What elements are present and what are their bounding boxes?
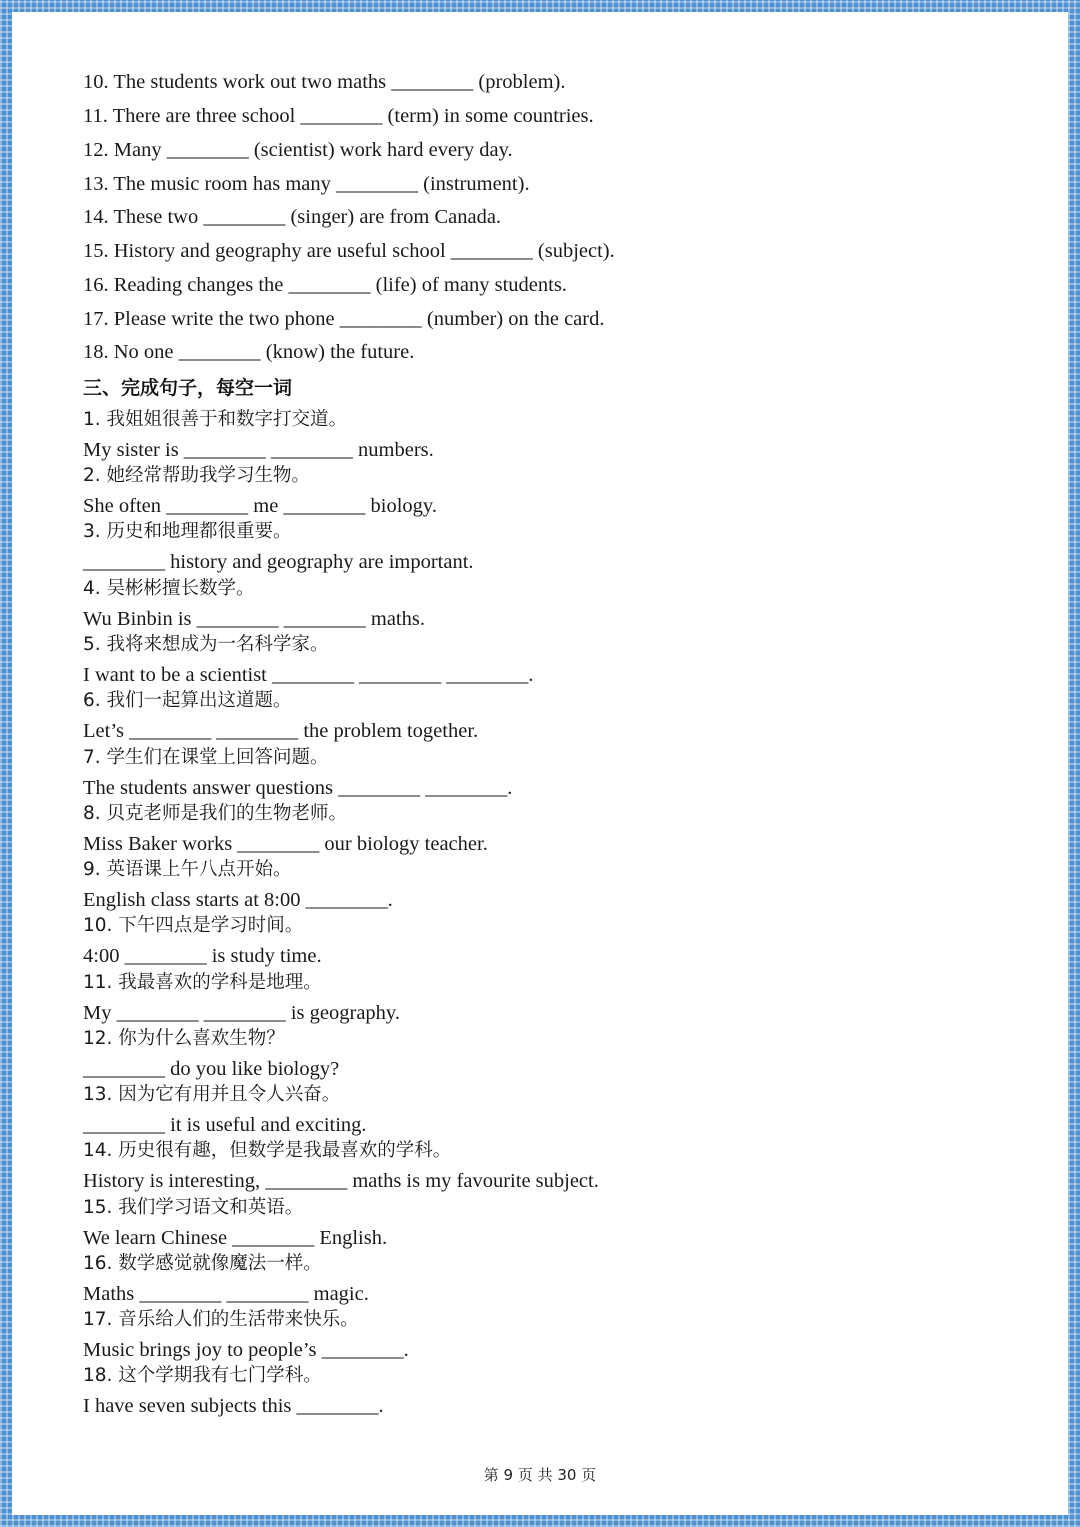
chinese-prompt: 4. 吴彬彬擅长数学。 [83,578,255,599]
english-sentence: We learn Chinese ________ English. [83,1227,388,1249]
chinese-prompt: 10. 下午四点是学习时间。 [83,915,304,936]
chinese-prompt: 1. 我姐姐很善于和数字打交道。 [83,409,348,430]
chinese-prompt: 18. 这个学期我有七门学科。 [83,1365,322,1386]
exercise-line: 18. No one ________ (know) the future. [83,341,415,363]
english-sentence: My ________ ________ is geography. [83,1002,400,1024]
english-sentence: I have seven subjects this ________. [83,1395,384,1417]
english-sentence: ________ history and geography are important. [83,551,474,573]
english-sentence: English class starts at 8:00 ________. [83,889,393,911]
chinese-prompt: 11. 我最喜欢的学科是地理。 [83,972,322,993]
chinese-prompt: 5. 我将来想成为一名科学家。 [83,634,329,655]
chinese-prompt: 2. 她经常帮助我学习生物。 [83,465,311,486]
worksheet-page [12,12,1068,1515]
chinese-prompt: 15. 我们学习语文和英语。 [83,1197,304,1218]
english-sentence: She often ________ me ________ biology. [83,495,437,517]
exercise-line: 13. The music room has many ________ (instrument). [83,173,530,195]
chinese-prompt: 13. 因为它有用并且令人兴奋。 [83,1084,341,1105]
english-sentence: I want to be a scientist ________ ________ ________. [83,664,534,686]
english-sentence: Miss Baker works ________ our biology teacher. [83,833,488,855]
chinese-prompt: 6. 我们一起算出这道题。 [83,690,292,711]
exercise-line: 14. These two ________ (singer) are from Canada. [83,206,502,228]
english-sentence: Let’s ________ ________ the problem together. [83,720,479,742]
english-sentence: Music brings joy to people’s ________. [83,1339,409,1361]
english-sentence: Maths ________ ________ magic. [83,1283,369,1305]
english-sentence: 4:00 ________ is study time. [83,945,322,967]
english-sentence: Wu Binbin is ________ ________ maths. [83,608,425,630]
exercise-line: 15. History and geography are useful school ________ (subject). [83,240,615,262]
section-heading: 三、完成句子，每空一词 [83,377,293,399]
english-sentence: My sister is ________ ________ numbers. [83,439,434,461]
exercise-line: 11. There are three school ________ (term) in some countries. [83,105,594,127]
chinese-prompt: 8. 贝克老师是我们的生物老师。 [83,803,348,824]
english-sentence: The students answer questions ________ ________. [83,777,513,799]
exercise-line: 17. Please write the two phone ________ (number) on the card. [83,308,605,330]
exercise-line: 16. Reading changes the ________ (life) of many students. [83,274,567,296]
exercise-line: 10. The students work out two maths ________ (problem). [83,71,566,93]
chinese-prompt: 12. 你为什么喜欢生物？ [83,1028,285,1049]
page-number-footer: 第 9 页 共 30 页 [483,1466,597,1484]
chinese-prompt: 9. 英语课上午八点开始。 [83,859,292,880]
chinese-prompt: 16. 数学感觉就像魔法一样。 [83,1253,322,1274]
exercise-line: 12. Many ________ (scientist) work hard every day. [83,139,513,161]
english-sentence: ________ do you like biology? [83,1058,340,1080]
english-sentence: ________ it is useful and exciting. [83,1114,367,1136]
chinese-prompt: 3. 历史和地理都很重要。 [83,521,292,542]
chinese-prompt: 17. 音乐给人们的生活带来快乐。 [83,1309,359,1330]
chinese-prompt: 14. 历史很有趣，但数学是我最喜欢的学科。 [83,1140,452,1161]
english-sentence: History is interesting, ________ maths is my favourite subject. [83,1170,599,1192]
chinese-prompt: 7. 学生们在课堂上回答问题。 [83,747,329,768]
